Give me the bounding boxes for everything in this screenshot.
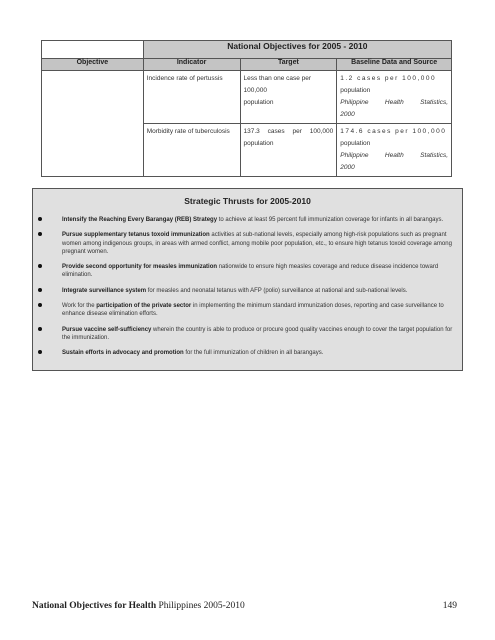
baseline-cell xyxy=(337,71,452,124)
strategic-thrusts-list xyxy=(33,216,462,365)
list-item xyxy=(33,216,462,224)
thrust-lead: Provide second opportunity for measles immunization xyxy=(62,264,218,271)
indicator-text: Morbidity rate of tuberculosis xyxy=(146,128,230,135)
thrust-bold-phrase: participation of the private sector xyxy=(96,303,192,310)
header-target: Target xyxy=(240,59,337,71)
list-item xyxy=(33,349,462,357)
baseline-value: 174.6 cases per 100,000 xyxy=(340,128,447,135)
strategic-thrusts-box xyxy=(32,188,463,371)
baseline-source: Philippine Health Statistics, xyxy=(340,99,448,106)
table-row-pertussis xyxy=(42,71,452,124)
baseline-value: 1.2 cases per 100,000 xyxy=(340,75,437,82)
list-item xyxy=(33,326,462,343)
baseline-cell xyxy=(337,124,452,177)
bullet-icon xyxy=(38,327,42,331)
list-item xyxy=(33,302,462,319)
objectives-table-container xyxy=(41,40,452,177)
footer-document-title xyxy=(32,601,245,611)
target-text: 137.3 cases per 100,000 xyxy=(243,128,334,135)
baseline-source-year: 2000 xyxy=(340,164,355,171)
bullet-icon xyxy=(38,350,42,354)
baseline-source-year: 2000 xyxy=(340,111,355,118)
thrust-text: nationwide to ensure high measles coverage and reduce disease incidence toward elimination. xyxy=(62,264,439,279)
thrust-text-tail: in implementing the minimum standard immunization doses, reporting and case surveillance to enhance disease elimination efforts. xyxy=(62,303,444,318)
thrust-text: to achieve at least 95 percent full immunization coverage for infants in all barangays. xyxy=(217,217,444,223)
baseline-source: Philippine Health Statistics, xyxy=(340,152,448,159)
thrust-text: for measles and neonatal tetanus with AFP (polio) surveillance at national and sub-national levels. xyxy=(146,287,408,294)
table-title: National Objectives for 2005 - 2010 xyxy=(143,41,451,59)
table-title-row xyxy=(42,41,452,59)
target-text-cont: population xyxy=(243,99,274,106)
thrust-text: Work for the xyxy=(62,303,97,310)
thrust-text: wherein the country is able to produce or procure good quality vaccines enough to cover the target population for the immunization. xyxy=(62,326,453,341)
page-number: 149 xyxy=(442,601,457,611)
indicator-cell xyxy=(143,124,240,177)
strategic-thrusts-title: Strategic Thrusts for 2005-2010 xyxy=(184,196,311,206)
target-text: Less than one case per 100,000 xyxy=(243,75,312,94)
target-cell xyxy=(240,71,337,124)
bullet-icon xyxy=(38,264,42,268)
baseline-value-cont: population xyxy=(340,87,371,94)
baseline-value-cont: population xyxy=(340,140,371,147)
bullet-icon xyxy=(38,288,42,292)
indicator-text: Incidence rate of pertussis xyxy=(146,75,223,82)
list-item xyxy=(33,231,462,256)
objective-cell xyxy=(42,71,144,177)
thrust-lead: Integrate surveillance system xyxy=(62,287,147,294)
bullet-icon xyxy=(38,217,42,221)
thrust-lead: Pursue vaccine self-sufficiency xyxy=(62,326,152,333)
footer-title-rest: Philippines 2005-2010 xyxy=(156,601,245,611)
header-baseline: Baseline Data and Source xyxy=(337,59,452,71)
indicator-cell xyxy=(143,71,240,124)
thrust-lead: Intensify the Reaching Every Barangay (REB) Strategy xyxy=(62,217,218,223)
list-item xyxy=(33,287,462,295)
bullet-icon xyxy=(38,232,42,236)
header-objective: Objective xyxy=(42,59,144,71)
bullet-icon xyxy=(38,303,42,307)
table-header-row xyxy=(42,59,452,71)
footer-title-bold: National Objectives for Health xyxy=(32,601,157,611)
thrust-lead: Sustain efforts in advocacy and promotion xyxy=(62,350,184,357)
objectives-table xyxy=(41,40,452,177)
target-cell xyxy=(240,124,337,177)
thrust-text: activities at sub-national levels, especially among high-risk populations such as pregnant women among indigenous groups, in areas with armed conflict, among mobile poor population, etc., to ensure high tetanus toxoid coverage among pregnant women. xyxy=(62,232,452,255)
thrust-text: for the full immunization of children in all barangays. xyxy=(183,350,324,357)
table-title-blank-cell xyxy=(42,41,144,59)
thrust-lead: Pursue supplementary tetanus toxoid immunization xyxy=(62,232,210,239)
header-indicator: Indicator xyxy=(143,59,240,71)
list-item xyxy=(33,263,462,280)
target-text-cont: population xyxy=(243,140,274,147)
